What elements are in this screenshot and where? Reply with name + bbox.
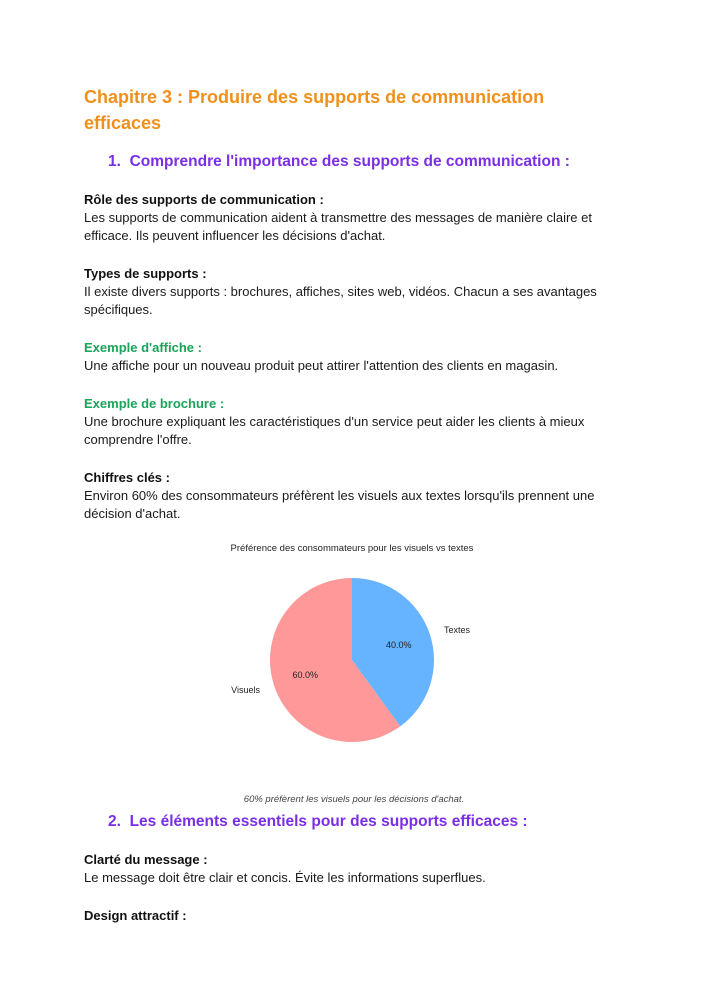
block-design	[84, 907, 624, 925]
block-role-text: Les supports de communication aident à transmettre des messages de manière claire et efficace. Ils peuvent influencer les décisions d'achat.	[84, 210, 592, 243]
block-role-label: Rôle des supports de communication :	[84, 192, 324, 207]
section-2-title: Les éléments essentiels pour des supports efficaces :	[129, 813, 528, 830]
block-brochure	[84, 395, 624, 449]
block-types-label: Types de supports :	[84, 266, 207, 281]
chapter-name: Produire des supports de communication efficaces	[84, 87, 545, 133]
section-2-heading	[108, 811, 624, 833]
block-affiche	[84, 339, 624, 375]
pie-category-label-visuels: Visuels	[231, 684, 260, 695]
section-1-title: Comprendre l'importance des supports de communication :	[129, 153, 570, 170]
block-chiffres	[84, 469, 624, 523]
block-role	[84, 191, 624, 245]
pie-value-label-textes: 40.0%	[386, 639, 412, 650]
block-design-label: Design attractif :	[84, 908, 187, 923]
pie-value-label-visuels: 60.0%	[292, 670, 318, 681]
block-chiffres-text: Environ 60% des consommateurs préfèrent les visuels aux textes lorsqu'ils prennent une décision d'achat.	[84, 488, 595, 521]
section-2-number: 2.	[108, 813, 121, 830]
pie-chart-figure	[84, 539, 624, 811]
block-chiffres-label: Chiffres clés :	[84, 470, 170, 485]
block-brochure-text: Une brochure expliquant les caractéristiques d'un service peut aider les clients à mieux comprendre l'offre.	[84, 414, 585, 447]
block-clarte-label: Clarté du message :	[84, 852, 208, 867]
chart-caption: 60% préfèrent les visuels pour les décisions d'achat.	[243, 794, 465, 805]
block-affiche-label: Exemple d'affiche :	[84, 340, 202, 355]
chart-title: Préférence des consommateurs pour les visuels vs textes	[230, 543, 474, 554]
block-brochure-label: Exemple de brochure :	[84, 396, 225, 411]
pie-chart	[84, 539, 624, 793]
chapter-label: Chapitre 3 :	[84, 87, 184, 107]
block-types	[84, 265, 624, 319]
section-1-number: 1.	[108, 153, 121, 170]
chapter-title	[84, 84, 624, 136]
pie-category-label-textes: Textes	[444, 625, 471, 636]
block-clarte	[84, 851, 624, 887]
block-clarte-text: Le message doit être clair et concis. Évite les informations superflues.	[84, 870, 486, 885]
pie-slices	[270, 578, 434, 742]
block-types-text: Il existe divers supports : brochures, affiches, sites web, vidéos. Chacun a ses avantages spécifiques.	[84, 284, 597, 317]
section-1-heading	[108, 151, 624, 173]
document-page	[84, 84, 624, 925]
block-affiche-text: Une affiche pour un nouveau produit peut attirer l'attention des clients en magasin.	[84, 358, 559, 373]
